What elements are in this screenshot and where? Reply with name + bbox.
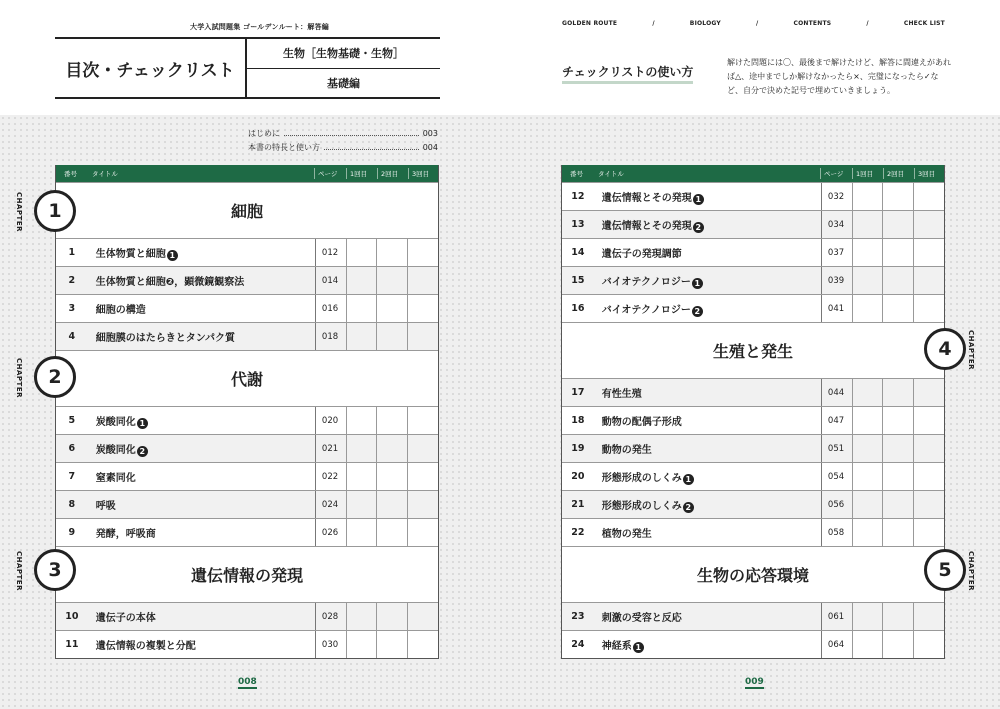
row-number: 8 [68, 499, 76, 510]
table-header [56, 165, 438, 182]
row-number: 19 [571, 443, 585, 454]
row-title [88, 301, 315, 316]
subject-label: 生物［生物基礎・生物］ [247, 39, 440, 69]
check-cell-1[interactable] [346, 435, 377, 462]
row-number: 5 [68, 415, 76, 426]
row-title-text: 生体物質と細胞 [95, 248, 166, 260]
row-title-text: 炭酸同化 [95, 444, 136, 456]
row-title [594, 637, 821, 653]
check-cell-3[interactable] [913, 491, 944, 518]
row-page: 030 [315, 631, 346, 658]
table-row [56, 490, 438, 518]
chapter-title: 遺伝情報の発現 [56, 546, 438, 602]
header-page: ページ [824, 170, 844, 178]
row-page: 051 [821, 435, 852, 462]
row-title-text: 有性生殖 [601, 389, 642, 400]
row-page: 014 [315, 267, 346, 294]
chapter-label: CHAPTER [15, 358, 23, 398]
check-cell-2[interactable] [376, 407, 407, 434]
chapter-label: CHAPTER [967, 551, 975, 591]
row-title-text: バイオテクノロジー [601, 304, 691, 316]
check-cell-2[interactable] [376, 463, 407, 490]
nav-item: CONTENTS [793, 20, 832, 27]
level-label: 基礎編 [327, 76, 360, 90]
row-part-mark: 2 [683, 502, 694, 513]
row-page: 026 [315, 519, 346, 546]
check-cell-2[interactable] [376, 295, 407, 322]
check-cell-1[interactable] [852, 267, 883, 294]
table-row [562, 406, 944, 434]
chapter-number-circle: 1 [34, 190, 76, 232]
table-row [562, 266, 944, 294]
row-title [88, 245, 315, 261]
row-page: 012 [315, 239, 346, 266]
row-number: 9 [68, 527, 76, 538]
row-title [594, 217, 821, 233]
check-cell-2[interactable] [882, 407, 913, 434]
check-cell-1[interactable] [852, 379, 883, 406]
row-title [88, 413, 315, 429]
row-number: 20 [571, 471, 585, 482]
check-cell-2[interactable] [882, 211, 913, 238]
row-number: 12 [571, 191, 585, 202]
row-number: 22 [571, 527, 585, 538]
row-page: 021 [315, 435, 346, 462]
row-part-mark: 1 [692, 278, 703, 289]
row-number: 15 [571, 275, 585, 286]
row-number: 11 [65, 639, 79, 650]
row-title [594, 385, 821, 400]
row-page: 028 [315, 603, 346, 630]
check-cell-3[interactable] [913, 519, 944, 546]
table-row [562, 210, 944, 238]
row-number: 10 [65, 611, 79, 622]
row-title-text: 細胞膜のはたらきとタンパク質 [95, 333, 236, 344]
row-page: 054 [821, 463, 852, 490]
nav-item: GOLDEN ROUTE [562, 20, 618, 27]
row-title-text: 呼吸 [95, 501, 116, 512]
check-cell-2[interactable] [376, 631, 407, 658]
row-title [594, 189, 821, 205]
check-cell-2[interactable] [376, 239, 407, 266]
table-row [56, 294, 438, 322]
check-cell-2[interactable] [882, 491, 913, 518]
row-title-text: 植物の発生 [601, 529, 652, 540]
check-cell-1[interactable] [346, 603, 377, 630]
check-cell-2[interactable] [882, 239, 913, 266]
row-title-text: 遺伝子の本体 [95, 613, 156, 624]
table-header [562, 165, 944, 182]
check-cell-3[interactable] [913, 603, 944, 630]
check-cell-2[interactable] [882, 183, 913, 210]
check-cell-3[interactable] [913, 435, 944, 462]
row-page: 034 [821, 211, 852, 238]
row-title-text: 窒素同化 [95, 473, 136, 484]
check-cell-1[interactable] [852, 435, 883, 462]
table-row [56, 630, 438, 658]
check-cell-3[interactable] [913, 183, 944, 210]
table-row [56, 238, 438, 266]
row-title [594, 301, 821, 317]
check-cell-1[interactable] [852, 211, 883, 238]
row-title-text: 動物の発生 [601, 445, 652, 456]
check-cell-3[interactable] [407, 463, 438, 490]
check-cell-3[interactable] [407, 491, 438, 518]
chapter-title: 細胞 [56, 182, 438, 238]
row-number: 14 [571, 247, 585, 258]
row-title-text: 炭酸同化 [95, 416, 136, 428]
check-cell-1[interactable] [346, 267, 377, 294]
table-row [562, 462, 944, 490]
row-number: 17 [571, 387, 585, 398]
row-page: 064 [821, 631, 852, 658]
table-row [56, 434, 438, 462]
row-title-text: 神経系 [601, 640, 632, 652]
check-cell-1[interactable] [346, 463, 377, 490]
row-number: 1 [68, 247, 76, 258]
table-row [56, 602, 438, 630]
check-cell-2[interactable] [882, 295, 913, 322]
check-cell-3[interactable] [407, 239, 438, 266]
check-cell-3[interactable] [913, 239, 944, 266]
header-c1: 1回目 [350, 170, 368, 178]
check-cell-1[interactable] [852, 407, 883, 434]
row-part-mark: 1 [633, 642, 644, 653]
howto-title: チェックリストの使い方 [562, 63, 693, 84]
check-cell-1[interactable] [852, 295, 883, 322]
check-cell-1[interactable] [346, 519, 377, 546]
row-title [594, 497, 821, 513]
table-row [562, 630, 944, 658]
row-title [594, 525, 821, 540]
check-cell-3[interactable] [913, 631, 944, 658]
row-title-text: 発酵，呼吸商 [95, 529, 156, 540]
row-title [88, 637, 315, 652]
row-title [88, 329, 315, 344]
row-number: 16 [571, 303, 585, 314]
checklist-table-right [561, 165, 945, 659]
check-cell-2[interactable] [882, 435, 913, 462]
check-cell-2[interactable] [376, 603, 407, 630]
header-page: ページ [318, 170, 338, 178]
toc-entry: はじめに 003 [248, 129, 438, 138]
check-cell-3[interactable] [407, 519, 438, 546]
row-title-text: 遺伝情報とその発現 [601, 192, 692, 204]
chapter-label: CHAPTER [967, 330, 975, 370]
row-page: 024 [315, 491, 346, 518]
row-title-text: 動物の配偶子形成 [601, 417, 682, 428]
row-number: 23 [571, 611, 585, 622]
page-number-right: 009 [745, 677, 764, 687]
book-title: 大学入試問題集 ゴールデンルート：解答編 [190, 23, 329, 31]
chapter-number-circle: 5 [924, 549, 966, 591]
nav-separator: / [756, 20, 759, 27]
row-part-mark: 1 [167, 250, 178, 261]
chapter-number-circle: 3 [34, 549, 76, 591]
row-page: 018 [315, 323, 346, 350]
row-number: 24 [571, 639, 585, 650]
row-number: 6 [68, 443, 76, 454]
chapter-title: 代謝 [56, 350, 438, 406]
header-c3: 3回目 [412, 170, 430, 178]
row-title [594, 413, 821, 428]
check-cell-1[interactable] [852, 491, 883, 518]
row-title [88, 469, 315, 484]
nav-item: CHECK LIST [903, 20, 945, 27]
check-cell-3[interactable] [407, 323, 438, 350]
row-title [594, 441, 821, 456]
row-page: 016 [315, 295, 346, 322]
check-cell-1[interactable] [852, 631, 883, 658]
chapter-number-circle: 4 [924, 328, 966, 370]
row-part-mark: 2 [692, 306, 703, 317]
check-cell-1[interactable] [852, 463, 883, 490]
row-part-mark: 1 [137, 418, 148, 429]
row-page: 058 [821, 519, 852, 546]
row-title-text: 遺伝情報とその発現 [601, 220, 692, 232]
row-title [88, 441, 315, 457]
toc-entry: 本書の特長と使い方 004 [248, 143, 438, 152]
row-number: 7 [68, 471, 76, 482]
row-part-mark: 2 [137, 446, 148, 457]
check-cell-1[interactable] [346, 491, 377, 518]
chapter-label: CHAPTER [15, 192, 23, 232]
row-page: 041 [821, 295, 852, 322]
header-title: タイトル [598, 170, 624, 178]
check-cell-3[interactable] [407, 295, 438, 322]
nav-item: BIOLOGY [689, 20, 721, 27]
check-cell-2[interactable] [376, 323, 407, 350]
row-title-text: 細胞の構造 [95, 305, 146, 316]
header-c2: 2回目 [381, 170, 399, 178]
table-row [562, 182, 944, 210]
row-title-text: 遺伝子の発現調節 [601, 249, 682, 260]
row-page: 022 [315, 463, 346, 490]
row-number: 4 [68, 331, 76, 342]
row-title-text: 刺激の受容と反応 [601, 613, 682, 624]
row-title [88, 525, 315, 540]
check-cell-3[interactable] [913, 379, 944, 406]
row-page: 056 [821, 491, 852, 518]
check-cell-2[interactable] [882, 267, 913, 294]
row-number: 18 [571, 415, 585, 426]
row-number: 21 [571, 499, 585, 510]
row-number: 3 [68, 303, 76, 314]
check-cell-1[interactable] [852, 183, 883, 210]
check-cell-1[interactable] [852, 239, 883, 266]
nav-separator: / [866, 20, 869, 27]
row-title-text: バイオテクノロジー [601, 276, 691, 288]
row-part-mark: 2 [693, 222, 704, 233]
row-title [88, 497, 315, 512]
check-cell-3[interactable] [407, 631, 438, 658]
header-no: 番号 [64, 170, 77, 178]
row-number: 13 [571, 219, 585, 230]
check-cell-3[interactable] [913, 211, 944, 238]
row-page: 032 [821, 183, 852, 210]
checklist-table-left [55, 165, 439, 659]
row-title [594, 469, 821, 485]
header-title: タイトル [92, 170, 118, 178]
table-row [562, 238, 944, 266]
row-title-text: 遺伝情報の複製と分配 [95, 641, 196, 652]
check-cell-3[interactable] [407, 603, 438, 630]
page-title: 目次・チェックリスト [55, 39, 247, 97]
check-cell-2[interactable] [376, 491, 407, 518]
table-row [56, 518, 438, 546]
check-cell-2[interactable] [376, 435, 407, 462]
check-cell-1[interactable] [346, 239, 377, 266]
check-cell-1[interactable] [852, 519, 883, 546]
check-cell-3[interactable] [913, 267, 944, 294]
table-row [56, 322, 438, 350]
row-page: 037 [821, 239, 852, 266]
header-no: 番号 [570, 170, 583, 178]
check-cell-2[interactable] [882, 463, 913, 490]
check-cell-3[interactable] [913, 407, 944, 434]
row-title-text: 生体物質と細胞❷，顕微鏡観察法 [95, 277, 245, 288]
check-cell-2[interactable] [376, 267, 407, 294]
check-cell-1[interactable] [346, 631, 377, 658]
table-row [562, 434, 944, 462]
check-cell-2[interactable] [376, 519, 407, 546]
running-nav [562, 20, 945, 27]
row-page: 047 [821, 407, 852, 434]
howto-text: 解けた問題には〇、最後まで解けたけど、解答に間違えがあれば△、途中までしか解けなかったら×、完璧になったら✓など、自分で決めた記号で埋めていきましょう。 [727, 58, 951, 95]
check-cell-3[interactable] [407, 435, 438, 462]
row-page: 020 [315, 407, 346, 434]
check-cell-3[interactable] [913, 463, 944, 490]
row-page: 044 [821, 379, 852, 406]
row-number: 2 [68, 275, 76, 286]
table-row [562, 378, 944, 406]
table-row [56, 406, 438, 434]
row-title-text: 形態形成のしくみ [601, 472, 682, 484]
header-c1: 1回目 [856, 170, 874, 178]
chapter-title: 生殖と発生 [562, 322, 944, 378]
check-cell-3[interactable] [407, 407, 438, 434]
row-title [594, 245, 821, 260]
row-page: 039 [821, 267, 852, 294]
check-cell-1[interactable] [346, 323, 377, 350]
row-part-mark: 1 [693, 194, 704, 205]
chapter-title: 生物の応答環境 [562, 546, 944, 602]
row-title [594, 609, 821, 624]
row-title-text: 形態形成のしくみ [601, 500, 682, 512]
check-cell-1[interactable] [346, 407, 377, 434]
check-cell-1[interactable] [346, 295, 377, 322]
table-row [56, 266, 438, 294]
table-row [562, 294, 944, 322]
table-row [562, 490, 944, 518]
check-cell-2[interactable] [882, 631, 913, 658]
chapter-number-circle: 2 [34, 356, 76, 398]
row-title [594, 273, 821, 289]
row-title [88, 273, 315, 288]
check-cell-3[interactable] [407, 267, 438, 294]
header-c2: 2回目 [887, 170, 905, 178]
row-title [88, 609, 315, 624]
chapter-label: CHAPTER [15, 551, 23, 591]
check-cell-1[interactable] [852, 603, 883, 630]
page-number-left: 008 [238, 677, 257, 687]
table-row [56, 462, 438, 490]
row-part-mark: 1 [683, 474, 694, 485]
check-cell-2[interactable] [882, 519, 913, 546]
header-c3: 3回目 [918, 170, 936, 178]
page-heading-box [55, 37, 440, 99]
table-row [562, 518, 944, 546]
check-cell-2[interactable] [882, 379, 913, 406]
check-cell-2[interactable] [882, 603, 913, 630]
row-page: 061 [821, 603, 852, 630]
nav-separator: / [652, 20, 655, 27]
check-cell-3[interactable] [913, 295, 944, 322]
table-row [562, 602, 944, 630]
